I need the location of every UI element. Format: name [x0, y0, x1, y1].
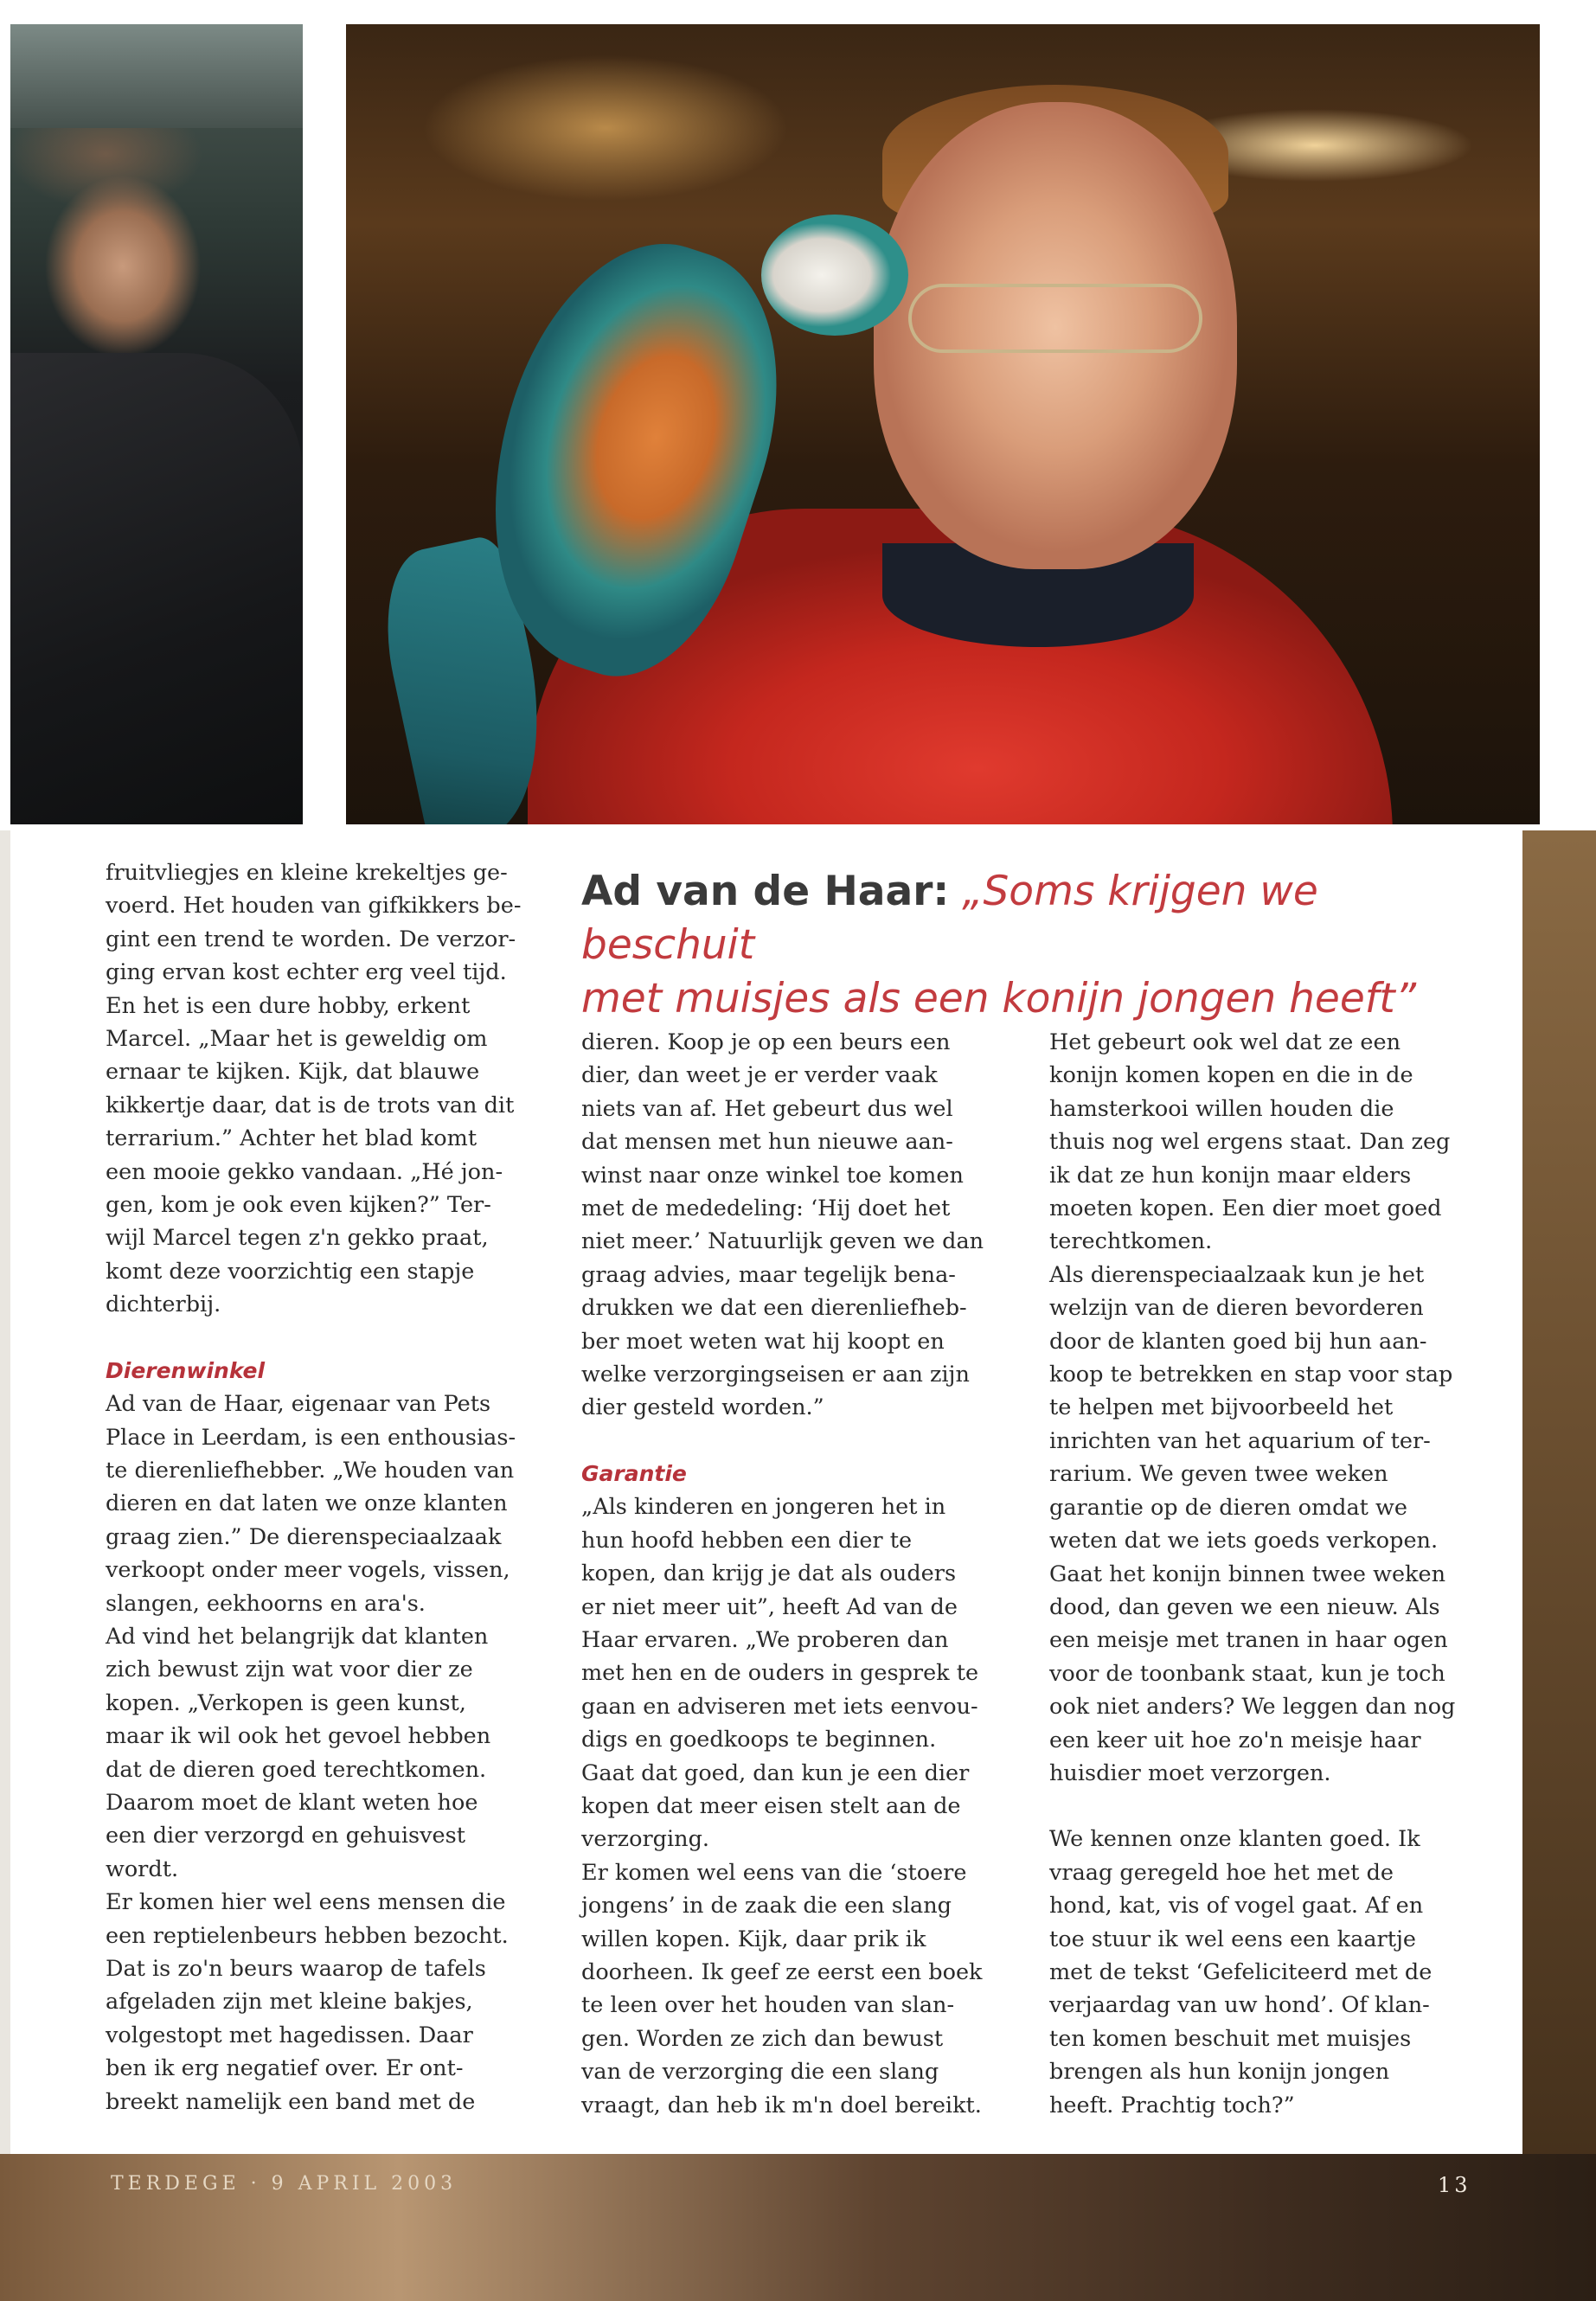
text-line: er niet meer uit”, heeft Ad van de — [581, 1593, 958, 1620]
text-line: toe stuur ik wel eens een kaartje — [1049, 1926, 1416, 1952]
text-line: een reptielenbeurs hebben bezocht. — [106, 1922, 509, 1949]
text-line: voor de toonbank staat, kun je toch — [1049, 1660, 1445, 1687]
decorative-side-band — [1522, 830, 1596, 2301]
subhead-garantie: Garantie — [581, 1460, 687, 1486]
text-column-3 — [1049, 1026, 1486, 2122]
text-line: Dat is zo'n beurs waarop de tafels — [106, 1956, 486, 1982]
text-line: graag advies, maar tegelijk bena- — [581, 1261, 956, 1288]
text-line: Ad vind het belangrijk dat klanten — [106, 1623, 489, 1650]
text-line: vraag geregeld hoe het met de — [1049, 1859, 1394, 1886]
text-line: Het gebeurt ook wel dat ze een — [1049, 1029, 1401, 1055]
text-line: Gaat het konijn binnen twee weken — [1049, 1561, 1446, 1587]
photo-shelf — [10, 24, 303, 128]
text-line: inrichten van het aquarium of ter- — [1049, 1427, 1431, 1454]
text-line: Er komen hier wel eens mensen die — [106, 1889, 506, 1916]
page-edge — [0, 830, 10, 2154]
text-line: dat mensen met hun nieuwe aan- — [581, 1129, 953, 1156]
text-line: graag zien.” De dierenspeciaalzaak — [106, 1523, 502, 1550]
text-line: Marcel. „Maar het is geweldig om — [106, 1026, 488, 1053]
text-line: gaan en adviseren met iets eenvou- — [581, 1693, 978, 1720]
text-line: „Als kinderen en jongeren het in — [581, 1494, 946, 1521]
text-line: van de verzorging die een slang — [581, 2059, 939, 2086]
text-line: verkoopt onder meer vogels, vissen, — [106, 1557, 510, 1584]
text-line: volgestopt met hagedissen. Daar — [106, 2022, 473, 2048]
paragraph-gap — [581, 1425, 1022, 1458]
paragraph-gap — [106, 1322, 538, 1355]
text-line: Er komen wel eens van die ‘stoere — [581, 1859, 967, 1886]
text-line: weten dat we iets goeds verkopen. — [1049, 1528, 1439, 1554]
text-line: huisdier moet verzorgen. — [1049, 1759, 1331, 1786]
text-line: met de tekst ‘Gefeliciteerd met de — [1049, 1958, 1433, 1985]
text-line: moeten kopen. Een dier moet goed — [1049, 1195, 1442, 1222]
text-line: konijn komen kopen en die in de — [1049, 1062, 1413, 1089]
text-line: Haar ervaren. „We proberen dan — [581, 1626, 949, 1653]
text-line: verjaardag van uw hond’. Of klan- — [1049, 1992, 1430, 2019]
text-line: Ad van de Haar, eigenaar van Pets — [106, 1391, 491, 1418]
text-line: Als dierenspeciaalzaak kun je het — [1049, 1261, 1425, 1288]
text-line: door de klanten goed bij hun aan- — [1049, 1328, 1427, 1355]
photo-man-with-parrot — [346, 24, 1540, 824]
text-line: brengen als hun konijn jongen — [1049, 2059, 1390, 2086]
text-line: terechtkomen. — [1049, 1228, 1213, 1255]
text-line: hun hoofd hebben een dier te — [581, 1527, 913, 1554]
text-line: winst naar onze winkel toe komen — [581, 1162, 964, 1189]
text-line: kopen. „Verkopen is geen kunst, — [106, 1689, 466, 1716]
text-line: vraagt, dan heb ik m'n doel bereikt. — [581, 2092, 982, 2118]
text-line: willen kopen. Kijk, daar prik ik — [581, 1926, 926, 1952]
text-line: te dierenliefhebber. „We houden van — [106, 1457, 515, 1484]
headline-quote-line1: „Soms krijgen we beschuit — [581, 868, 1318, 969]
text-line: thuis nog wel ergens staat. Dan zeg — [1049, 1129, 1451, 1156]
text-line: gint een trend te worden. De verzor- — [106, 926, 516, 952]
text-line: een dier verzorgd en gehuisvest — [106, 1823, 465, 1849]
photo-sweater — [10, 353, 303, 824]
text-line: kikkertje daar, dat is de trots van dit — [106, 1092, 515, 1118]
text-line: zich bewust zijn wat voor dier ze — [106, 1657, 473, 1683]
headline-quote-line2: met muisjes als een konijn jongen heeft” — [581, 975, 1417, 1022]
subhead-dierenwinkel: Dierenwinkel — [106, 1357, 266, 1383]
text-line: komt deze voorzichtig een stapje — [106, 1258, 475, 1285]
text-line: koop te betrekken en stap voor stap — [1049, 1362, 1453, 1388]
text-line: terrarium.” Achter het blad komt — [106, 1125, 478, 1152]
text-line: We kennen onze klanten goed. Ik — [1049, 1826, 1420, 1853]
article-headline — [581, 865, 1498, 1026]
text-line: afgeladen zijn met kleine bakjes, — [106, 1989, 473, 2016]
text-line: niet meer.’ Natuurlijk geven we dan — [581, 1228, 984, 1255]
text-line: hond, kat, vis of vogel gaat. Af en — [1049, 1893, 1424, 1920]
text-line: welzijn van de dieren bevorderen — [1049, 1295, 1424, 1322]
text-line: breekt namelijk een band met de — [106, 2088, 476, 2115]
text-line: drukken we dat een dierenliefheb- — [581, 1295, 967, 1322]
text-line: digs en goedkoops te beginnen. — [581, 1727, 937, 1753]
photo-young-man-at-terrarium — [10, 24, 303, 824]
text-line: voerd. Het houden van gifkikkers be- — [106, 893, 522, 920]
photo-parrot-head — [761, 215, 908, 336]
text-line: ernaar te kijken. Kijk, dat blauwe — [106, 1059, 480, 1086]
text-line: een meisje met tranen in haar ogen — [1049, 1627, 1448, 1654]
photo-glasses — [908, 284, 1202, 353]
text-line: rarium. We geven twee weken — [1049, 1461, 1388, 1488]
text-line: wijl Marcel tegen z'n gekko praat, — [106, 1225, 489, 1252]
headline-name: Ad van de Haar: — [581, 868, 950, 915]
text-line: Place in Leerdam, is een enthousias- — [106, 1424, 516, 1451]
text-line: ook niet anders? We leggen dan nog — [1049, 1694, 1456, 1721]
text-line: een mooie gekko vandaan. „Hé jon- — [106, 1158, 503, 1185]
text-line: met de mededeling: ‘Hij doet het — [581, 1195, 951, 1222]
text-line: kopen dat meer eisen stelt aan de — [581, 1792, 961, 1819]
text-line: Gaat dat goed, dan kun je een dier — [581, 1759, 970, 1786]
footer-publication: TERDEGE · 9 APRIL 2003 — [111, 2173, 458, 2195]
text-line: met hen en de ouders in gesprek te — [581, 1660, 979, 1687]
text-line: En het is een dure hobby, erkent — [106, 992, 471, 1019]
text-line: dood, dan geven we een nieuw. Als — [1049, 1593, 1440, 1620]
text-line: te helpen met bijvoorbeeld het — [1049, 1394, 1394, 1421]
text-line: dieren en dat laten we onze klanten — [106, 1490, 508, 1517]
page-number: 13 — [1438, 2173, 1471, 2197]
text-line: garantie op de dieren omdat we — [1049, 1494, 1407, 1521]
text-line: Daarom moet de klant weten hoe — [106, 1789, 478, 1816]
text-line: niets van af. Het gebeurt dus wel — [581, 1095, 953, 1122]
text-line: fruitvliegjes en kleine krekeltjes ge- — [106, 860, 508, 886]
text-line: dier, dan weet je er verder vaak — [581, 1062, 938, 1089]
text-line: te leen over het houden van slan- — [581, 1992, 955, 2019]
text-line: een keer uit hoe zo'n meisje haar — [1049, 1727, 1421, 1753]
text-line: gen, kom je ook even kijken?” Ter- — [106, 1192, 491, 1219]
text-line: dier gesteld worden.” — [581, 1394, 824, 1421]
text-column-1 — [106, 856, 538, 2118]
text-line: ber moet weten wat hij koopt en — [581, 1328, 945, 1355]
text-line: gen. Worden ze zich dan bewust — [581, 2025, 944, 2052]
text-line: ik dat ze hun konijn maar elders — [1049, 1162, 1412, 1189]
text-line: jongens’ in de zaak die een slang — [581, 1893, 952, 1920]
text-line: heeft. Prachtig toch?” — [1049, 2092, 1295, 2118]
text-line: slangen, eekhoorns en ara's. — [106, 1590, 426, 1617]
text-line: ten komen beschuit met muisjes — [1049, 2025, 1412, 2052]
text-line: dieren. Koop je op een beurs een — [581, 1029, 951, 1055]
text-line: ben ik erg negatief over. Er ont- — [106, 2055, 464, 2082]
text-column-2 — [581, 1026, 1022, 2122]
text-line: hamsterkooi willen houden die — [1049, 1095, 1394, 1122]
paragraph-gap — [1049, 1790, 1486, 1823]
text-line: wordt. — [106, 1856, 179, 1882]
text-line: ging ervan kost echter erg veel tijd. — [106, 959, 507, 986]
text-line: doorheen. Ik geef ze eerst een boek — [581, 1958, 983, 1985]
text-line: kopen, dan krijg je dat als ouders — [581, 1561, 957, 1587]
text-line: welke verzorgingseisen er aan zijn — [581, 1362, 970, 1388]
text-line: dat de dieren goed terechtkomen. — [106, 1756, 487, 1783]
text-line: dichterbij. — [106, 1292, 221, 1318]
text-line: maar ik wil ook het gevoel hebben — [106, 1723, 491, 1750]
text-line: verzorging. — [581, 1826, 709, 1853]
